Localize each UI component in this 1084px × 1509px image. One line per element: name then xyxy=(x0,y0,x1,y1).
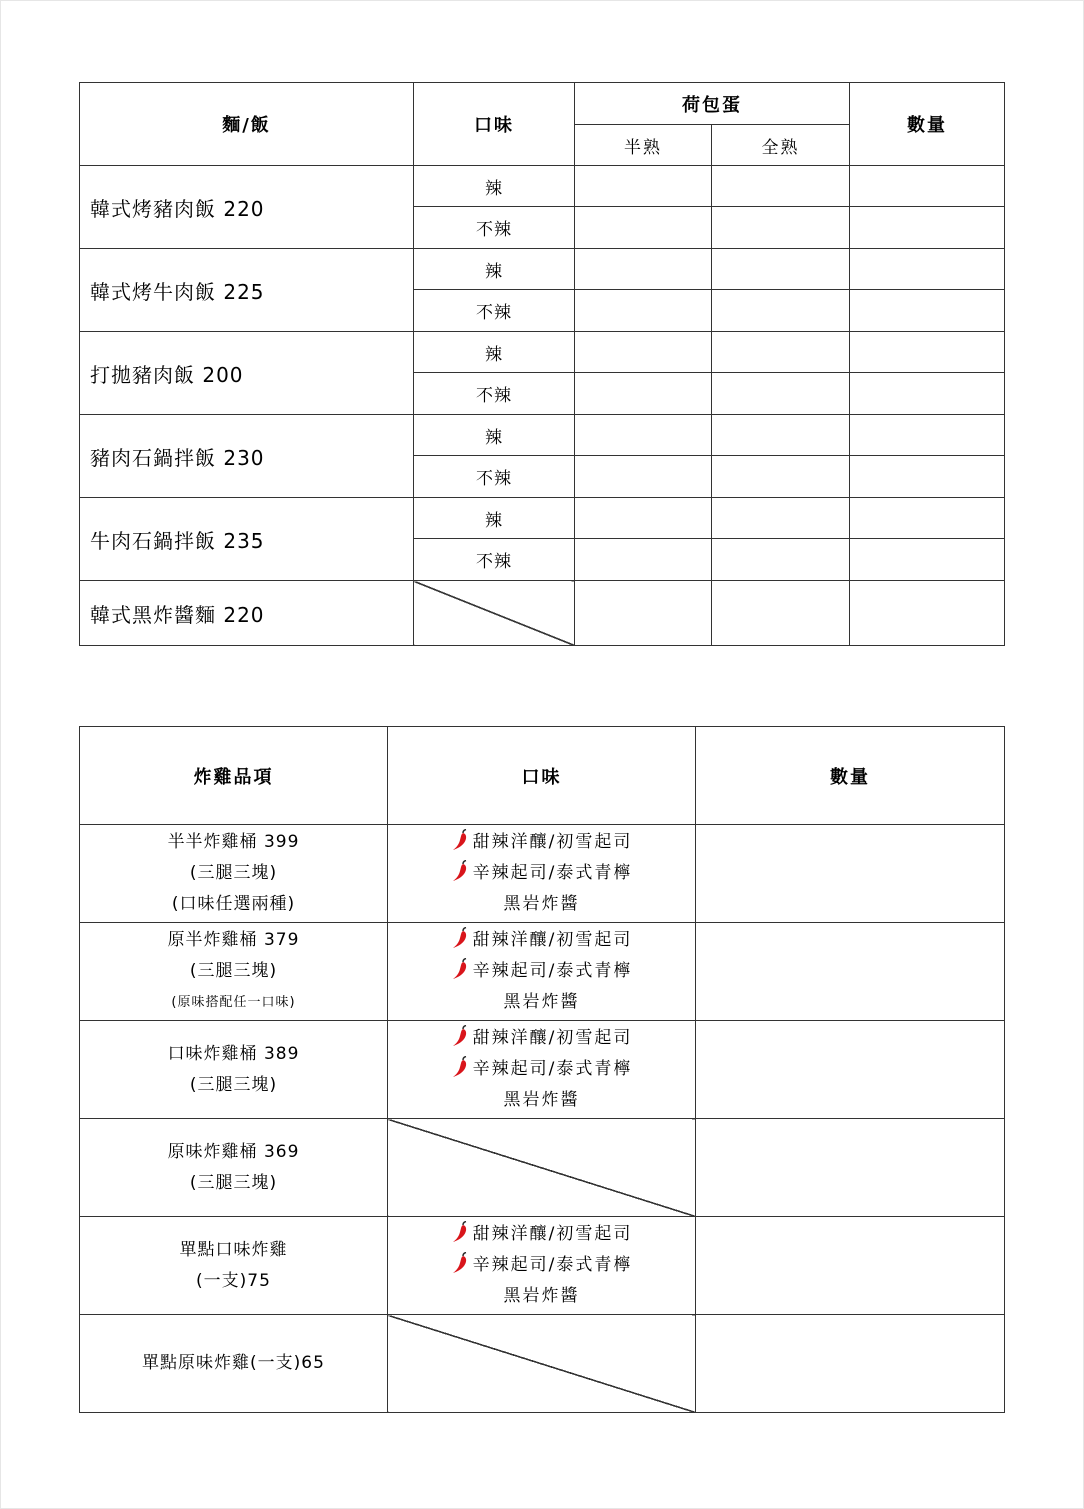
egg-full-cell[interactable] xyxy=(712,249,850,290)
flavor-options xyxy=(388,825,696,923)
egg-half-cell[interactable] xyxy=(575,332,712,373)
chicken-item-name: 單點口味炸雞 xyxy=(179,1239,288,1260)
chili-pepper-icon xyxy=(451,1252,469,1274)
flavor-option-2: 辛辣起司/泰式青檸 xyxy=(388,956,695,987)
quantity-cell[interactable] xyxy=(850,249,1005,290)
flavor-spicy: 辣 xyxy=(414,249,575,290)
flavor-options xyxy=(388,923,696,1021)
fried-chicken-order-table xyxy=(79,726,1005,1413)
chili-pepper-icon xyxy=(451,1025,469,1047)
egg-half-cell[interactable] xyxy=(575,498,712,539)
chicken-item-pieces: (三腿三塊) xyxy=(189,863,278,883)
rice-item-name: 韓式黑炸醬麵 220 xyxy=(80,581,414,646)
chicken-item-pieces: (三腿三塊) xyxy=(189,1172,278,1193)
quantity-cell[interactable] xyxy=(696,1021,1005,1119)
quantity-cell[interactable] xyxy=(696,1315,1005,1413)
chicken-item-note: (口味任選兩種) xyxy=(171,894,296,914)
flavor-spicy: 辣 xyxy=(414,498,575,539)
rice-item-name: 牛肉石鍋拌飯 235 xyxy=(80,498,414,581)
header-quantity: 數量 xyxy=(850,83,1005,166)
chicken-item-name: 原半炸雞桶 379 xyxy=(167,930,300,950)
egg-half-cell[interactable] xyxy=(575,290,712,332)
egg-full-cell[interactable] xyxy=(712,498,850,539)
flavor-mild: 不辣 xyxy=(414,373,575,415)
rice-item-name: 韓式烤豬肉飯 220 xyxy=(80,166,414,249)
flavor-spicy: 辣 xyxy=(414,166,575,207)
quantity-cell[interactable] xyxy=(850,415,1005,456)
rice-noodle-order-table xyxy=(79,82,1005,646)
flavor-spicy: 辣 xyxy=(414,332,575,373)
egg-half-cell[interactable] xyxy=(575,581,712,646)
egg-half-cell[interactable] xyxy=(575,539,712,581)
quantity-cell[interactable] xyxy=(696,1217,1005,1315)
chili-pepper-icon xyxy=(451,829,469,851)
quantity-cell[interactable] xyxy=(696,923,1005,1021)
flavor-option-3: 黑岩炸醬 xyxy=(503,1090,580,1110)
rice-item-name: 韓式烤牛肉飯 225 xyxy=(80,249,414,332)
header-chicken-item: 炸雞品項 xyxy=(80,727,388,825)
egg-full-cell[interactable] xyxy=(712,456,850,498)
chicken-item-pieces: (三腿三塊) xyxy=(189,961,278,981)
chicken-item-note: (原味搭配任一口味) xyxy=(171,995,296,1010)
quantity-cell[interactable] xyxy=(850,581,1005,646)
egg-full-cell[interactable] xyxy=(712,290,850,332)
quantity-cell[interactable] xyxy=(850,539,1005,581)
chili-pepper-icon xyxy=(451,860,469,882)
egg-full-cell[interactable] xyxy=(712,207,850,249)
chicken-item xyxy=(80,1021,388,1119)
flavor-mild: 不辣 xyxy=(414,207,575,249)
chicken-item xyxy=(80,1315,388,1413)
flavor-not-applicable-slash xyxy=(388,1119,696,1217)
rice-item-name: 打拋豬肉飯 200 xyxy=(80,332,414,415)
chicken-item xyxy=(80,825,388,923)
chili-pepper-icon xyxy=(451,1056,469,1078)
flavor-option-2: 辛辣起司/泰式青檸 xyxy=(388,858,695,889)
egg-half-cell[interactable] xyxy=(575,373,712,415)
header-flavor: 口味 xyxy=(414,83,575,166)
flavor-mild: 不辣 xyxy=(414,290,575,332)
chili-pepper-icon xyxy=(451,1221,469,1243)
flavor-options xyxy=(388,1217,696,1315)
flavor-option-1: 甜辣洋釀/初雪起司 xyxy=(388,827,695,858)
egg-half-cell[interactable] xyxy=(575,166,712,207)
chicken-item-name: 半半炸雞桶 399 xyxy=(167,832,300,852)
header-item: 麵/飯 xyxy=(80,83,414,166)
flavor-mild: 不辣 xyxy=(414,456,575,498)
quantity-cell[interactable] xyxy=(850,166,1005,207)
flavor-option-1: 甜辣洋釀/初雪起司 xyxy=(388,1023,695,1054)
flavor-option-2: 辛辣起司/泰式青檸 xyxy=(388,1054,695,1085)
egg-full-cell[interactable] xyxy=(712,166,850,207)
egg-half-cell[interactable] xyxy=(575,207,712,249)
rice-item-name: 豬肉石鍋拌飯 230 xyxy=(80,415,414,498)
flavor-spicy: 辣 xyxy=(414,415,575,456)
chicken-item xyxy=(80,1217,388,1315)
quantity-cell[interactable] xyxy=(696,825,1005,923)
header-egg-half: 半熟 xyxy=(575,125,712,166)
flavor-not-applicable-slash xyxy=(414,581,575,646)
quantity-cell[interactable] xyxy=(850,290,1005,332)
egg-half-cell[interactable] xyxy=(575,456,712,498)
chicken-item xyxy=(80,1119,388,1217)
quantity-cell[interactable] xyxy=(850,207,1005,249)
chicken-item-name: 口味炸雞桶 389 xyxy=(167,1043,300,1064)
egg-half-cell[interactable] xyxy=(575,249,712,290)
egg-full-cell[interactable] xyxy=(712,581,850,646)
flavor-not-applicable-slash xyxy=(388,1315,696,1413)
chicken-item-pieces: (一支)75 xyxy=(196,1270,271,1291)
flavor-option-2: 辛辣起司/泰式青檸 xyxy=(388,1250,695,1281)
chicken-item xyxy=(80,923,388,1021)
header-egg-full: 全熟 xyxy=(712,125,850,166)
egg-half-cell[interactable] xyxy=(575,415,712,456)
quantity-cell[interactable] xyxy=(850,373,1005,415)
flavor-option-3: 黑岩炸醬 xyxy=(503,1286,580,1306)
egg-full-cell[interactable] xyxy=(712,373,850,415)
header-flavor: 口味 xyxy=(388,727,696,825)
chicken-item-name: 單點原味炸雞(一支)65 xyxy=(142,1353,325,1373)
flavor-option-3: 黑岩炸醬 xyxy=(503,992,580,1012)
egg-full-cell[interactable] xyxy=(712,332,850,373)
quantity-cell[interactable] xyxy=(850,498,1005,539)
flavor-option-1: 甜辣洋釀/初雪起司 xyxy=(388,1219,695,1250)
quantity-cell[interactable] xyxy=(850,456,1005,498)
flavor-option-1: 甜辣洋釀/初雪起司 xyxy=(388,925,695,956)
quantity-cell[interactable] xyxy=(850,332,1005,373)
flavor-mild: 不辣 xyxy=(414,539,575,581)
quantity-cell[interactable] xyxy=(696,1119,1005,1217)
flavor-option-3: 黑岩炸醬 xyxy=(503,894,580,914)
chicken-item-name: 原味炸雞桶 369 xyxy=(167,1141,300,1162)
chili-pepper-icon xyxy=(451,958,469,980)
flavor-options xyxy=(388,1021,696,1119)
header-quantity: 數量 xyxy=(696,727,1005,825)
header-fried-egg: 荷包蛋 xyxy=(575,83,850,125)
chicken-item-pieces: (三腿三塊) xyxy=(189,1074,278,1095)
egg-full-cell[interactable] xyxy=(712,539,850,581)
chili-pepper-icon xyxy=(451,927,469,949)
egg-full-cell[interactable] xyxy=(712,415,850,456)
